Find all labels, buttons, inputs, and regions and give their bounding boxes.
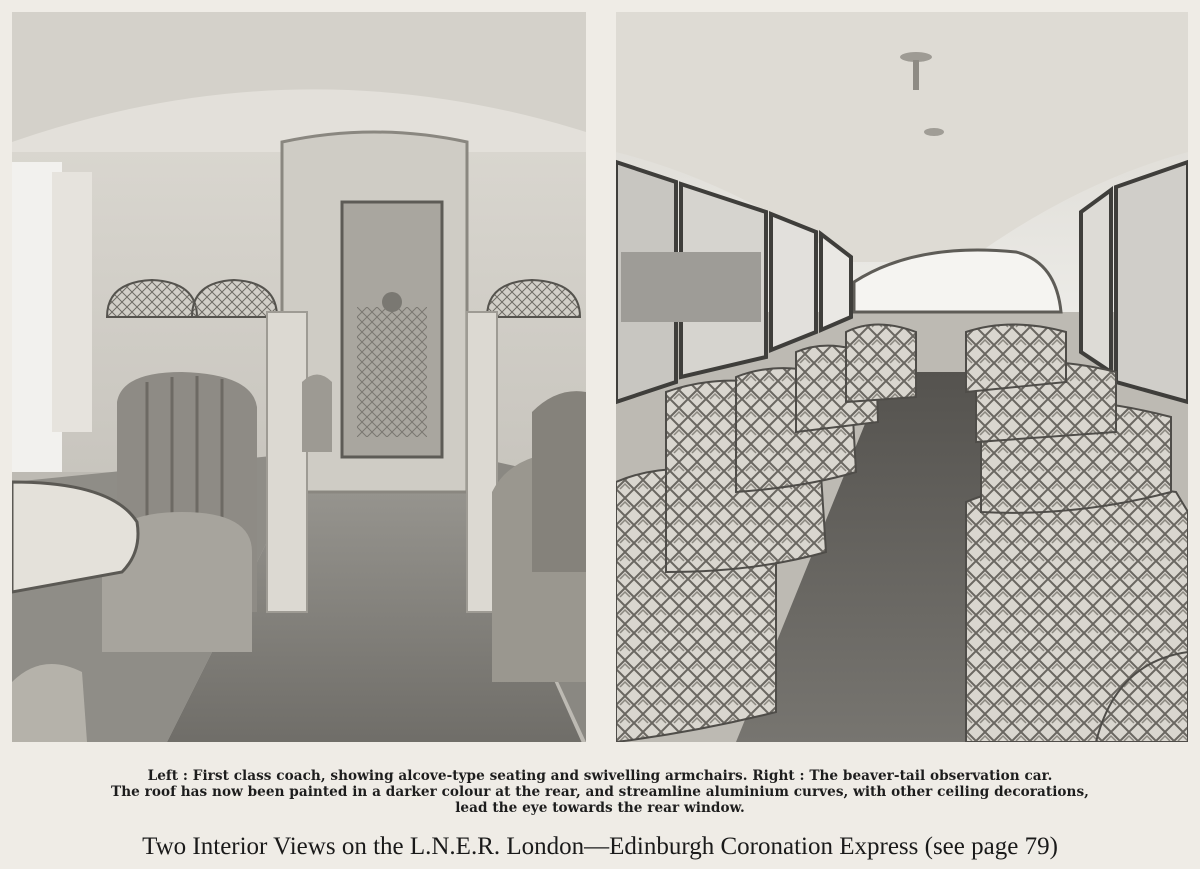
photo-caption xyxy=(0,768,1200,816)
page-title: Two Interior Views on the L.N.E.R. London—Edinburgh Coronation Express (see page 79) xyxy=(142,833,1058,860)
observation-car-photo xyxy=(616,12,1188,742)
caption-line-1: Left : First class coach, showing alcove-type seating and swivelling armchairs. Right : The beaver-tail observation car. xyxy=(147,768,1053,784)
caption-line-3: lead the eye towards the rear window. xyxy=(455,800,745,816)
first-class-coach-photo xyxy=(12,12,586,742)
observation-car-illustration xyxy=(616,12,1188,742)
caption-line-2: The roof has now been painted in a darker colour at the rear, and streamline aluminium curves, with other ceiling decorations, xyxy=(111,784,1089,800)
first-class-coach-illustration xyxy=(12,12,586,742)
